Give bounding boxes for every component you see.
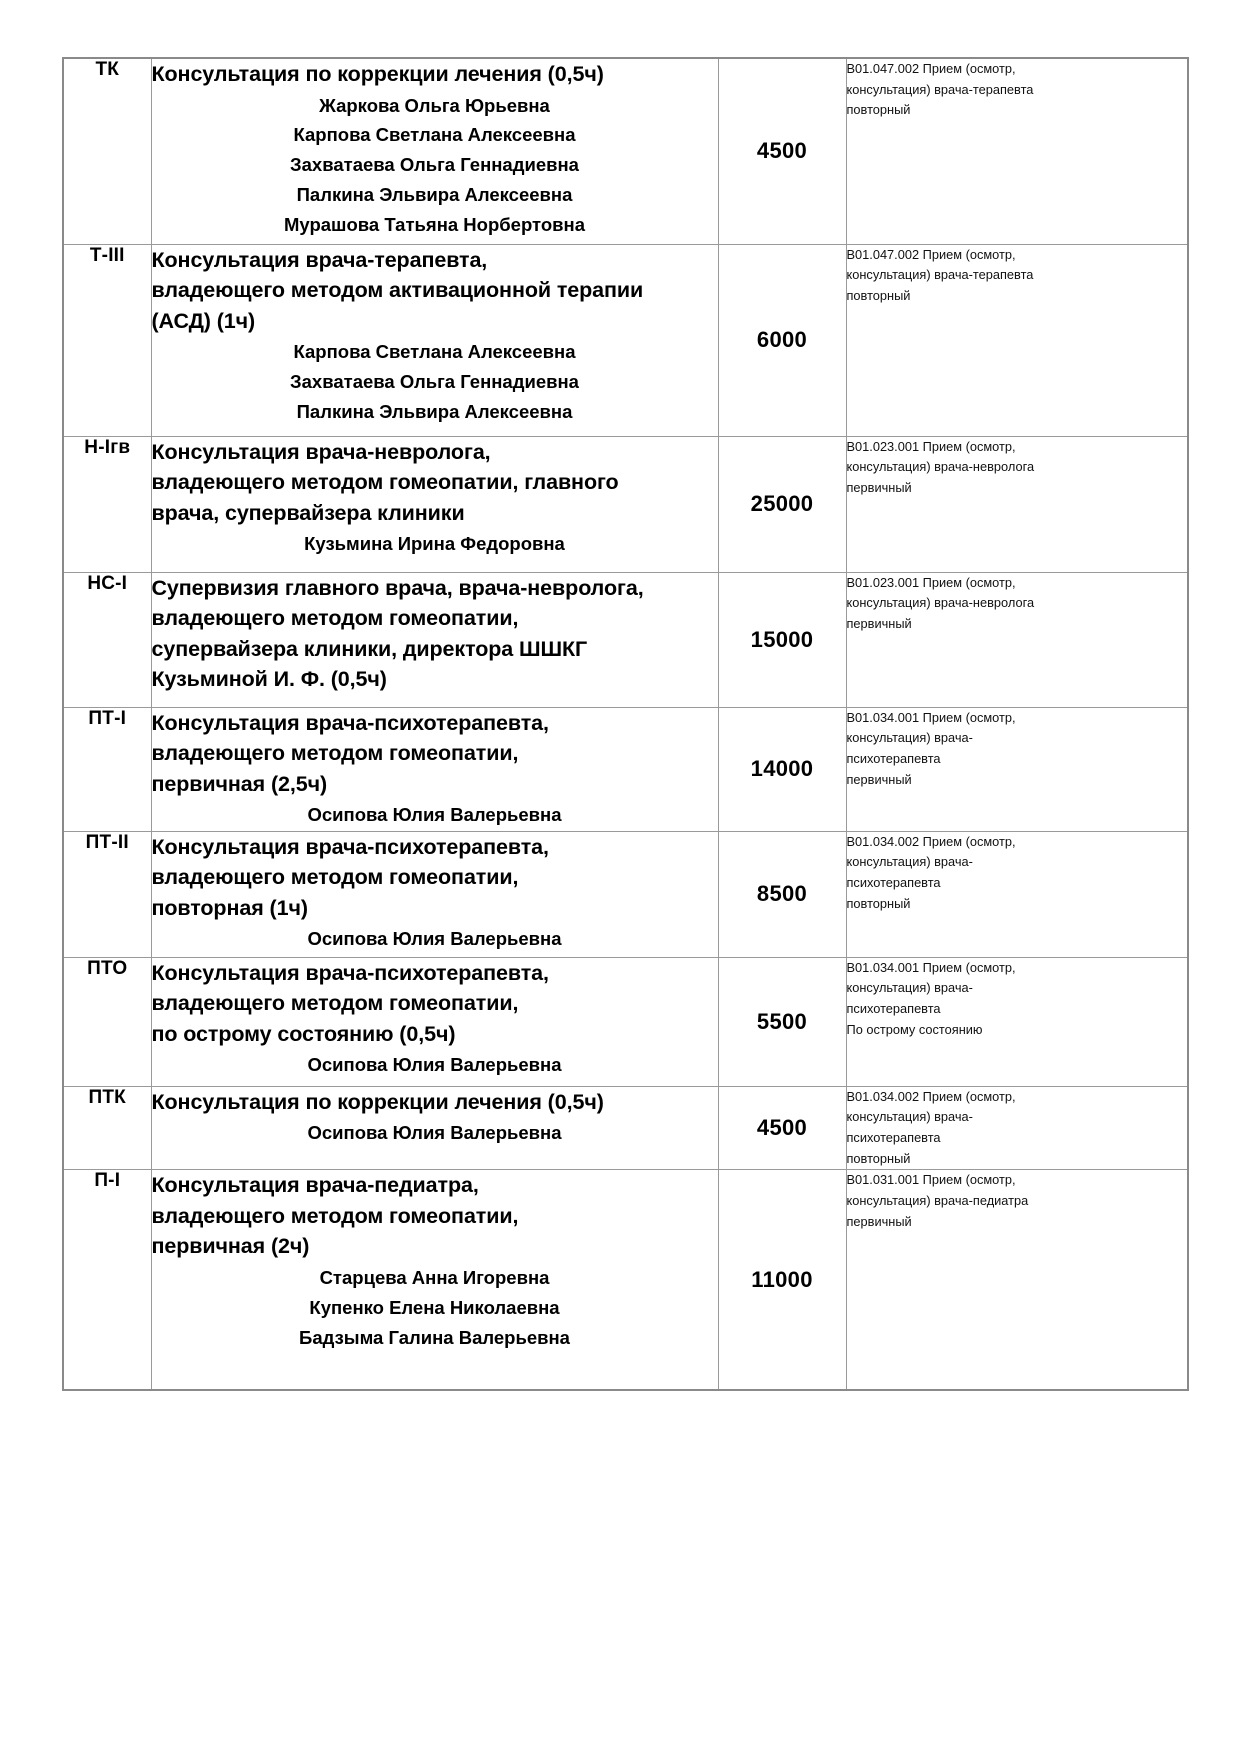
service-code-cell: НС-I [63, 572, 151, 707]
doctor-name: Осипова Юлия Валерьевна [307, 928, 562, 950]
service-title [152, 832, 718, 924]
nomenclature-reference-cell [846, 436, 1188, 572]
service-title-line: Консультация врача-педиатра, [151, 1173, 479, 1198]
service-price-cell: 11000 [718, 1170, 846, 1390]
service-title [152, 1170, 718, 1262]
doctor-name: Палкина Эльвира Алексеевна [296, 400, 573, 422]
service-title [152, 1087, 718, 1118]
doctor-list [152, 1263, 718, 1353]
service-title-line: Консультация врача-психотерапевта, [151, 710, 549, 735]
nomenclature-line: В01.047.002 Прием (осмотр, [846, 61, 1016, 76]
service-title-line: владеющего методом гомеопатии, [151, 741, 519, 766]
nomenclature-line: повторный [846, 895, 911, 911]
service-code-cell: Н-Iгв [63, 436, 151, 572]
nomenclature-line: повторный [846, 287, 911, 303]
service-title-line: Консультация по коррекции лечения (0,5ч) [151, 1089, 604, 1114]
nomenclature-line: психотерапевта [846, 750, 941, 766]
service-title-line: первичная (2,5ч) [151, 771, 328, 796]
nomenclature-line: В01.031.001 Прием (осмотр, [846, 1172, 1016, 1188]
service-title [152, 245, 718, 337]
doctor-name: Мурашова Татьяна Норбертовна [284, 214, 585, 236]
table-row [63, 707, 1188, 831]
service-title-line: по острому состоянию (0,5ч) [151, 1021, 456, 1046]
service-price-cell: 8500 [718, 831, 846, 957]
service-title-line: Консультация врача-психотерапевта, [151, 834, 549, 859]
service-title-line: Супервизия главного врача, врача-невролога, [151, 575, 644, 600]
doctor-name: Купенко Елена Николаевна [309, 1296, 560, 1318]
table-row [63, 831, 1188, 957]
table-row [63, 436, 1188, 572]
doctor-name: Осипова Юлия Валерьевна [307, 1054, 562, 1076]
service-title-line: Консультация врача-невролога, [151, 439, 491, 464]
nomenclature-line: В01.034.001 Прием (осмотр, [846, 709, 1016, 725]
nomenclature-line: повторный [846, 1150, 911, 1166]
service-title-line: врача, супервайзера клиники [151, 500, 465, 525]
table-row [63, 244, 1188, 436]
service-title-line: Консультация врача-терапевта, [151, 247, 488, 272]
nomenclature-line: консультация) врача-невролога [846, 459, 1035, 475]
nomenclature-line: В01.047.002 Прием (осмотр, [846, 246, 1016, 262]
service-price-cell: 4500 [718, 58, 846, 244]
service-title [152, 958, 718, 1050]
service-title-line: владеющего методом гомеопатии, главного [151, 470, 619, 495]
service-title-line: Консультация по коррекции лечения (0,5ч) [151, 62, 604, 86]
nomenclature-line: психотерапевта [846, 874, 941, 890]
service-title-line: владеющего методом гомеопатии, [151, 1203, 519, 1228]
price-list-table [62, 57, 1189, 1391]
doctor-name: Жаркова Ольга Юрьевна [319, 94, 550, 116]
service-description-cell [151, 1170, 718, 1390]
service-code-cell: П-I [63, 1170, 151, 1390]
nomenclature-line: первичный [846, 615, 912, 631]
nomenclature-line: В01.023.001 Прием (осмотр, [846, 438, 1016, 454]
nomenclature-line: повторный [846, 102, 911, 118]
service-title-line: первичная (2ч) [151, 1234, 310, 1259]
nomenclature-line: консультация) врача- [846, 980, 973, 996]
nomenclature-line: психотерапевта [846, 1129, 941, 1145]
service-description-cell [151, 1086, 718, 1170]
service-description-cell [151, 58, 718, 244]
service-title [152, 708, 718, 800]
doctor-name: Старцева Анна Игоревна [319, 1266, 550, 1288]
service-description-cell [151, 957, 718, 1086]
service-code-cell: ПТК [63, 1086, 151, 1170]
service-price-cell: 6000 [718, 244, 846, 436]
service-title-line: владеющего методом гомеопатии, [151, 991, 519, 1016]
doctor-list [152, 924, 718, 954]
table-row [63, 572, 1188, 707]
doctor-list [152, 337, 718, 427]
service-title-line: повторная (1ч) [151, 895, 308, 920]
nomenclature-line: консультация) врача-невролога [846, 595, 1035, 611]
service-code-cell: ПТ-I [63, 707, 151, 831]
nomenclature-line: По острому состоянию [846, 1021, 983, 1037]
nomenclature-line: первичный [846, 771, 912, 787]
service-code-cell: Т-III [63, 244, 151, 436]
nomenclature-reference-cell [846, 957, 1188, 1086]
service-description-cell [151, 572, 718, 707]
service-title-line: владеющего методом активационной терапии [151, 278, 644, 303]
nomenclature-reference-cell [846, 1086, 1188, 1170]
doctor-list [152, 91, 718, 241]
service-price-cell: 15000 [718, 572, 846, 707]
doctor-list [152, 1118, 718, 1148]
nomenclature-line: В01.034.002 Прием (осмотр, [846, 833, 1016, 849]
nomenclature-line: консультация) врача- [846, 854, 973, 870]
doctor-name: Захватаева Ольга Геннадиевна [290, 371, 579, 393]
service-description-cell [151, 707, 718, 831]
nomenclature-line: психотерапевта [846, 1000, 941, 1016]
nomenclature-reference-cell [846, 244, 1188, 436]
doctor-name: Осипова Юлия Валерьевна [307, 1122, 562, 1144]
doctor-name: Захватаева Ольга Геннадиевна [290, 154, 579, 176]
service-title-line: супервайзера клиники, директора ШШКГ [151, 636, 588, 661]
service-code-cell: ПТО [63, 957, 151, 1086]
doctor-name: Карпова Светлана Алексеевна [293, 124, 576, 146]
service-title-line: владеющего методом гомеопатии, [151, 865, 519, 890]
nomenclature-reference-cell [846, 707, 1188, 831]
table-row [63, 58, 1188, 244]
nomenclature-reference-cell [846, 572, 1188, 707]
service-description-cell [151, 831, 718, 957]
service-description-cell [151, 436, 718, 572]
doctor-name: Бадзыма Галина Валерьевна [299, 1326, 570, 1348]
doctor-name: Кузьмина Ирина Федоровна [304, 533, 565, 555]
service-title-line: Кузьминой И. Ф. (0,5ч) [151, 667, 387, 692]
service-price-cell: 25000 [718, 436, 846, 572]
service-price-cell: 4500 [718, 1086, 846, 1170]
doctor-list [152, 1050, 718, 1080]
doctor-name: Палкина Эльвира Алексеевна [296, 184, 573, 206]
table-body [63, 58, 1188, 1390]
nomenclature-reference-cell [846, 831, 1188, 957]
nomenclature-line: В01.034.001 Прием (осмотр, [846, 959, 1016, 975]
nomenclature-line: консультация) врача- [846, 730, 973, 746]
nomenclature-line: В01.023.001 Прием (осмотр, [846, 574, 1016, 590]
table-row [63, 1086, 1188, 1170]
service-title [152, 573, 718, 695]
nomenclature-line: консультация) врача-терапевта [846, 267, 1034, 283]
service-code-cell: ТК [63, 58, 151, 244]
nomenclature-reference-cell [846, 1170, 1188, 1390]
service-title-line: (АСД) (1ч) [151, 308, 256, 333]
table-row [63, 1170, 1188, 1390]
service-title [152, 59, 718, 90]
table-row [63, 957, 1188, 1086]
service-description-cell [151, 244, 718, 436]
nomenclature-line: консультация) врача- [846, 1109, 973, 1125]
nomenclature-line: консультация) врача-терапевта [846, 81, 1034, 97]
doctor-list [152, 529, 718, 559]
nomenclature-line: консультация) врача-педиатра [846, 1193, 1029, 1209]
nomenclature-line: первичный [846, 1213, 912, 1229]
service-title-line: владеющего методом гомеопатии, [151, 606, 519, 631]
service-price-cell: 5500 [718, 957, 846, 1086]
nomenclature-line: первичный [846, 479, 912, 495]
nomenclature-line: В01.034.002 Прием (осмотр, [846, 1088, 1016, 1104]
service-code-cell: ПТ-II [63, 831, 151, 957]
doctor-name: Карпова Светлана Алексеевна [293, 341, 576, 363]
doctor-list [152, 800, 718, 830]
doctor-name: Осипова Юлия Валерьевна [307, 804, 562, 826]
nomenclature-reference-cell [846, 58, 1188, 244]
service-title [152, 437, 718, 529]
service-price-cell: 14000 [718, 707, 846, 831]
service-title-line: Консультация врача-психотерапевта, [151, 960, 549, 985]
